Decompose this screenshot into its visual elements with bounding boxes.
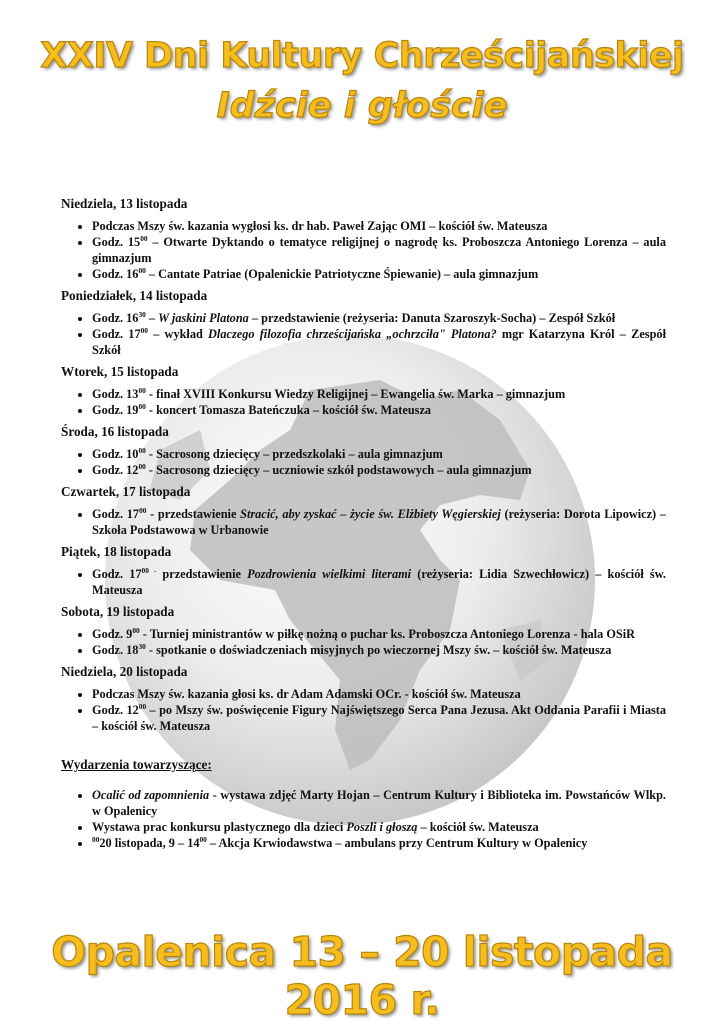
time-minutes: 00 [92,834,100,844]
program-item [92,386,666,402]
program-item [92,566,666,598]
program-item [92,234,666,266]
time-minutes: 00 [140,325,148,335]
day-heading: Niedziela, 20 listopada [61,664,188,679]
item-text: przedstawienie [156,567,248,581]
time-label: Godz. 13 [92,387,139,401]
item-text: – wykład [147,327,209,341]
item-text: Wystawa prac konkursu plastycznego dla dzieci [92,820,347,834]
day-heading: Piątek, 18 listopada [61,544,172,559]
time-minutes: 00 [139,505,147,515]
item-text: – Akcja Krwiodawstwa – ambulans przy Centrum Kultury w Opalenicy [206,836,588,850]
time-minutes: 00 [138,385,146,395]
item-text: - Turniej ministrantów w piłkę nożną o puchar ks. Proboszcza Antoniego Lorenza - hala OSiR [139,627,636,641]
day-program-list [61,310,666,358]
time-minutes: 00 - [141,565,157,575]
item-text: – [145,311,159,325]
day-heading: Środa, 16 listopada [61,424,169,439]
side-event-item [92,787,666,819]
day-program-list [61,686,666,734]
time-label: Godz. 12 [92,703,139,717]
program-item [92,326,666,358]
footer-date: Opalenica 13 – 20 listopada 2016 r. [51,928,673,1024]
side-events-heading: Wydarzenia towarzyszące: [61,757,212,772]
time-minutes: 00 [138,445,146,455]
work-title: Poszli i głoszą [346,820,418,834]
side-event-item [92,835,666,851]
time-minutes: 00 [138,461,146,471]
day-program-list [61,446,666,478]
program-item [92,402,666,418]
program-item [92,702,666,734]
work-title: Ocalić od zapomnienia [92,788,210,802]
program-item [92,218,666,234]
day-program-list [61,506,666,538]
time-minutes: 00 [138,701,147,711]
item-text: – po Mszy św. poświęcenie Figury Najświętszego Serca Pana Jezusa. Akt Oddania Parafii i Miasta – kościół św. Mateusza [92,703,666,733]
time-minutes: 00 [138,265,146,275]
day-heading: Niedziela, 13 listopada [61,196,188,211]
item-text: 20 listopada, 9 [99,836,175,850]
time-label: Godz. 17 [92,507,140,521]
day-program-list [61,626,666,658]
time-label: Godz. 19 [92,403,139,417]
item-text: - koncert Tomasza Bateńczuka – kościół św. Mateusza [145,403,432,417]
time-minutes: 30 [138,641,146,651]
program-item [92,310,666,326]
event-motto: Idźcie i głoście [216,86,508,126]
day-program-list [61,566,666,598]
work-title: Stracić, aby zyskać – życie św. Elżbiety Węgierskiej [240,507,501,521]
day-heading: Czwartek, 17 listopada [61,484,191,499]
item-text: Podczas Mszy św. kazania głosi ks. dr Adam Adamski OCr. - kościół św. Mateusza [92,687,521,701]
program-item [92,626,666,642]
time-label: Godz. 16 [92,267,139,281]
item-text: – Otwarte Dyktando o tematyce religijnej o nagrodę ks. Proboszcza Antoniego Lorenza – aula gimnazjum [92,235,666,265]
work-title: Pozdrowienia wielkimi literami [247,567,412,581]
item-text: Podczas Mszy św. kazania wygłosi ks. dr hab. Paweł Zając OMI – kościół św. Mateusza [92,219,548,233]
item-text: – przedstawienie (reżyseria: Danuta Szaroszyk-Socha) – Zespół Szkół [248,311,616,325]
program-item [92,506,666,538]
day-program-list [61,218,666,282]
time-label: Godz. 16 [92,311,139,325]
event-title: XXIV Dni Kultury Chrześcijańskiej [40,36,684,76]
side-event-item [92,819,666,835]
day-program-list [61,386,666,418]
program-item [92,686,666,702]
time-label: Godz. 18 [92,643,139,657]
item-text: mgr Katarzyna Król – Zespół Szkół [92,327,666,357]
time-minutes: 00 [132,625,140,635]
item-text: - Sacrosong dziecięcy – przedszkolaki – aula gimnazjum [145,447,443,461]
work-title: Dlaczego filozofia chrześcijańska „ochrzciła" Platona? [208,327,497,341]
time-minutes: 00 [138,401,146,411]
item-text: - wystawa zdjęć Marty Hojan – Centrum Kultury i Biblioteka im. Powstańców Wlkp. w Opalenicy [92,788,667,818]
program-item [92,446,666,462]
time-label: Godz. 9 [92,627,133,641]
item-text: – 14 [174,836,200,850]
item-text: (reżyseria: Lidia Szwechłowicz) – kościół św. Mateusza [92,567,666,597]
item-text: – kościół św. Mateusza [417,820,539,834]
time-label: Godz. 10 [92,447,139,461]
program-item [92,642,666,658]
program-item [92,462,666,478]
item-text: - finał XVIII Konkursu Wiedzy Religijnej – Ewangelia św. Marka – gimnazjum [145,387,566,401]
time-minutes: 30 [138,309,146,319]
side-events-list [61,787,666,851]
day-heading: Wtorek, 15 listopada [61,364,179,379]
program-item [92,266,666,282]
time-label: Godz. 17 [92,567,142,581]
item-text: - Sacrosong dziecięcy – uczniowie szkół podstawowych – aula gimnazjum [145,463,532,477]
day-heading: Sobota, 19 listopada [61,604,175,619]
time-minutes: 00 [199,834,207,844]
day-heading: Poniedziałek, 14 listopada [61,288,208,303]
time-label: Godz. 17 [92,327,141,341]
work-title: W jaskini Platona [158,311,249,325]
time-label: Godz. 12 [92,463,139,477]
time-minutes: 00 [140,233,148,243]
schedule [61,196,666,857]
time-label: Godz. 15 [92,235,141,249]
item-text: - spotkanie o doświadczeniach misyjnych po wieczornej Mszy św. – kościół św. Mateusza [145,643,612,657]
item-text: – Cantate Patriae (Opalenickie Patriotyczne Śpiewanie) – aula gimnazjum [145,267,539,281]
item-text: (reżyseria: Dorota Lipowicz) – Szkoła Podstawowa w Urbanowie [92,507,666,537]
item-text: - przedstawienie [146,507,241,521]
